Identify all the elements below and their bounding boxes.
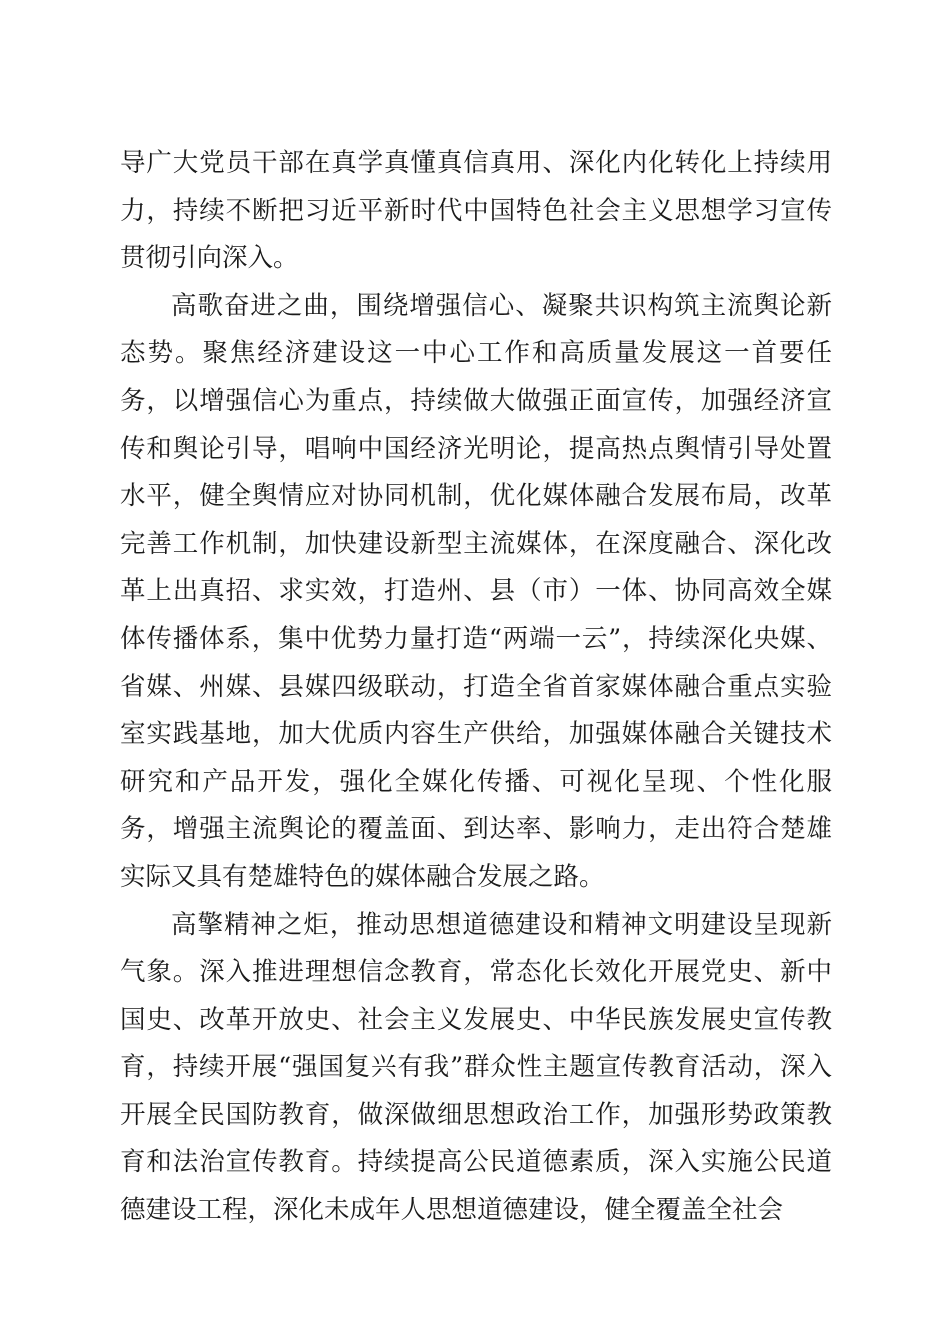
paragraph-continuation: 导广大党员干部在真学真懂真信真用、深化内化转化上持续用力，持续不断把习近平新时代中国特色社会主义思想学习宣传贯彻引向深入。	[120, 148, 832, 274]
document-body	[120, 140, 832, 1235]
paragraph-media-convergence: 高歌奋进之曲，围绕增强信心、凝聚共识构筑主流舆论新态势。聚焦经济建设这一中心工作和高质量发展这一首要任务，以增强信心为重点，持续做大做强正面宣传，加强经济宣传和舆论引导，唱响中国经济光明论，提高热点舆情引导处置水平，健全舆情应对协同机制，优化媒体融合发展布局，改革完善工作机制，加快建设新型主流媒体，在深度融合、深化改革上出真招、求实效，打造州、县（市）一体、协同高效全媒体传播体系，集中优势力量打造“两端一云”，持续深化央媒、省媒、州媒、县媒四级联动，打造全省首家媒体融合重点实验室实践基地，加大优质内容生产供给，加强媒体融合关键技术研究和产品开发，强化全媒化传播、可视化呈现、个性化服务，增强主流舆论的覆盖面、到达率、影响力，走出符合楚雄实际又具有楚雄特色的媒体融合发展之路。	[120, 290, 832, 892]
paragraph-moral-construction: 高擎精神之炬，推动思想道德建设和精神文明建设呈现新气象。深入推进理想信念教育，常态化长效化开展党史、新中国史、改革开放史、社会主义发展史、中华民族发展史宣传教育，持续开展“强国复兴有我”群众性主题宣传教育活动，深入开展全民国防教育，做深做细思想政治工作，加强形势政策教育和法治宣传教育。持续提高公民道德素质，深入实施公民道德建设工程，深化未成年人思想道德建设，健全覆盖全社会	[120, 909, 832, 1226]
